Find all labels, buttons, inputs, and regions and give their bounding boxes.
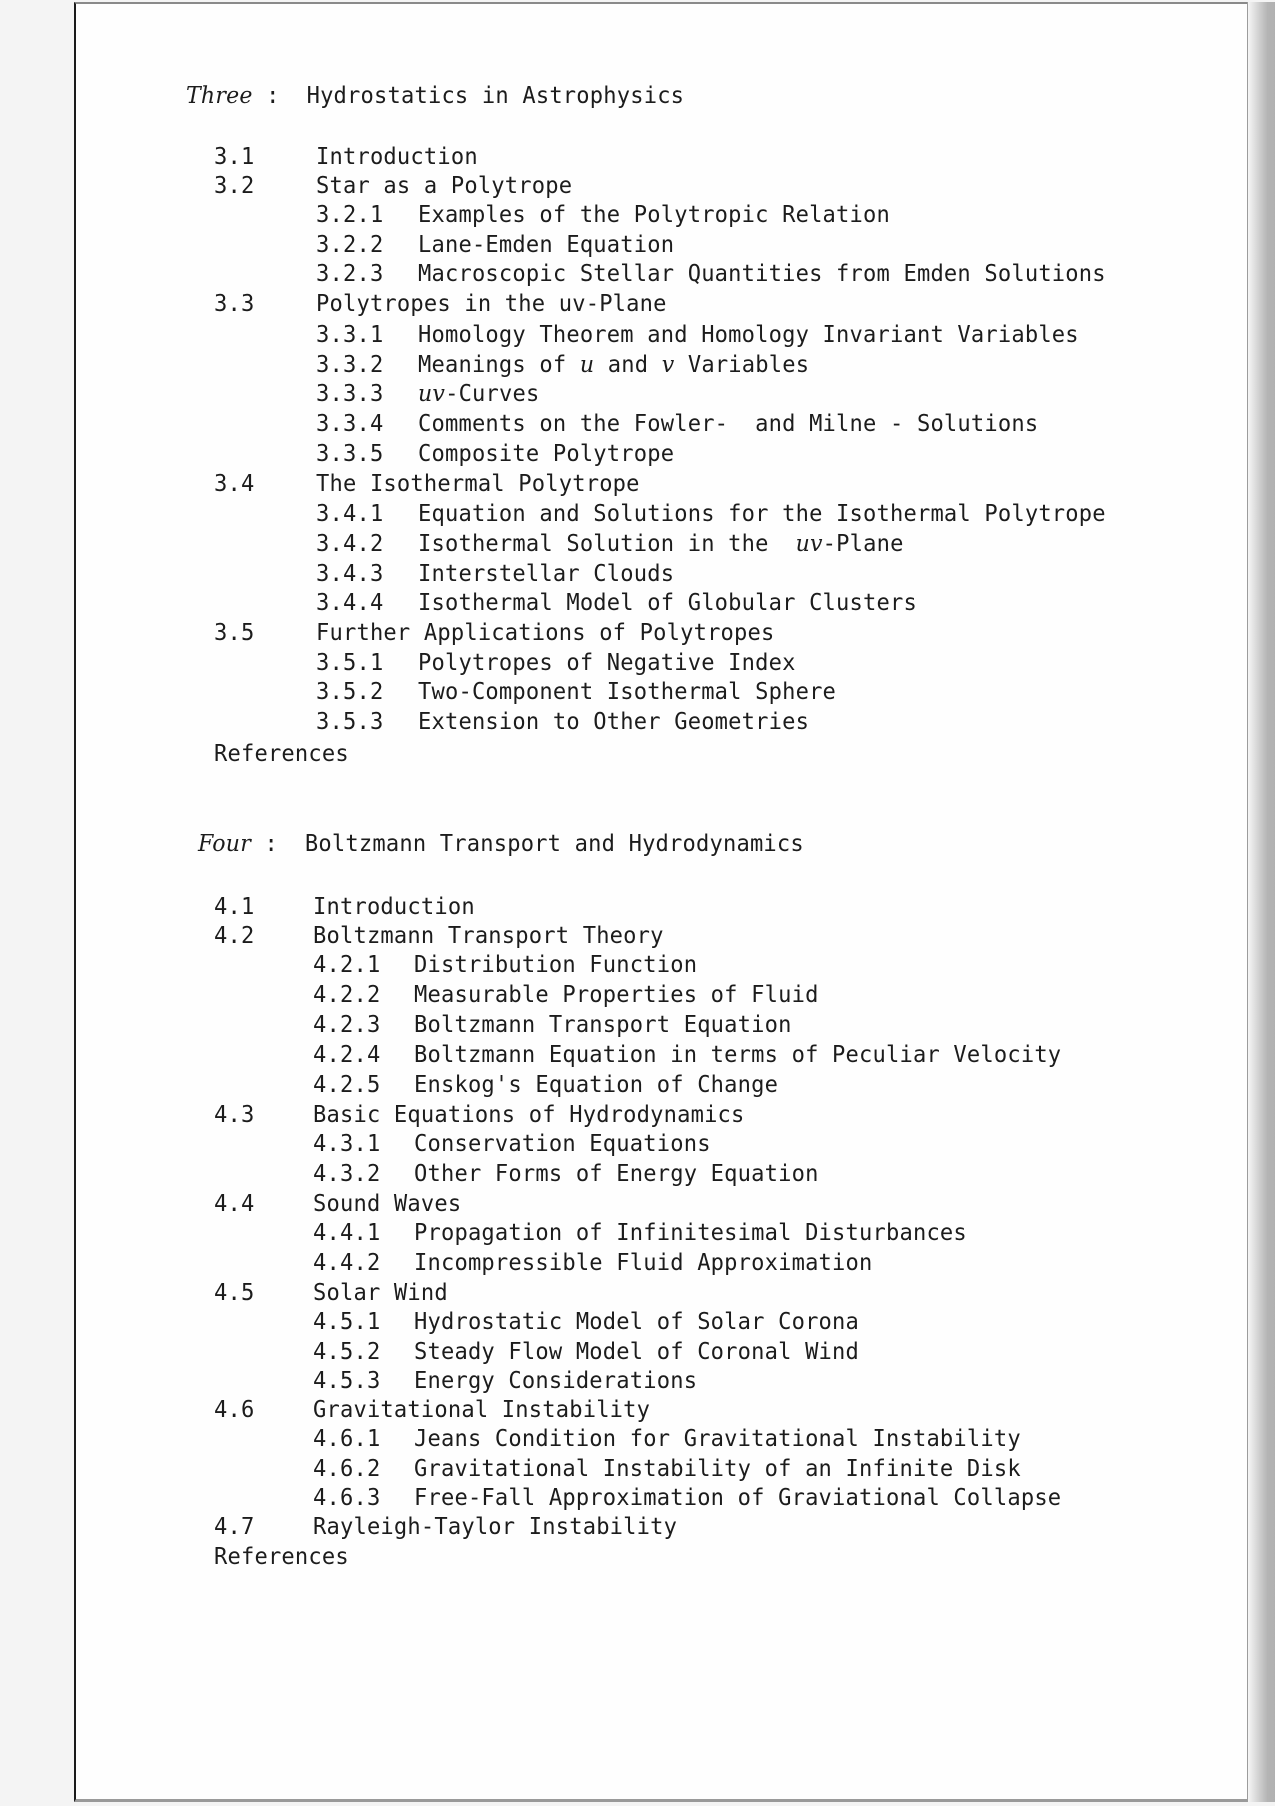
page-edge-shadow (1247, 2, 1275, 1802)
toc-subsection-number: 3.4.3 (316, 561, 384, 587)
toc-section-number: 3.1 (214, 144, 255, 170)
toc-subsection-title: Distribution Function (414, 952, 698, 978)
toc-subsection-number: 4.2.2 (313, 982, 381, 1008)
toc-subsection-number: 4.3.2 (313, 1161, 381, 1187)
toc-references: References (214, 741, 349, 767)
toc-subsection-title: Boltzmann Equation in terms of Peculiar Velocity (414, 1042, 1062, 1068)
toc-subsection-number: 3.4.1 (316, 501, 384, 527)
toc-section-number: 3.5 (214, 620, 255, 646)
toc-section-title: Introduction (313, 894, 475, 920)
toc-subsection-number: 3.3.1 (316, 322, 384, 348)
toc-subsection-number: 3.3.3 (316, 381, 384, 407)
toc-subsection-title: Meanings of u and v Variables (418, 352, 810, 378)
toc-subsection-number: 4.2.3 (313, 1012, 381, 1038)
toc-subsection-number: 3.3.4 (316, 411, 384, 437)
toc-subsection-number: 4.6.2 (313, 1456, 381, 1482)
toc-subsection-title: Jeans Condition for Gravitational Instability (414, 1426, 1021, 1452)
chapter-title: Boltzmann Transport and Hydrodynamics (304, 831, 804, 857)
toc-subsection-number: 3.3.2 (316, 352, 384, 378)
toc-subsection-title: Lane-Emden Equation (418, 232, 675, 258)
toc-section-number: 4.6 (214, 1397, 255, 1423)
toc-subsection-title: Boltzmann Transport Equation (414, 1012, 792, 1038)
chapter-label: Four (198, 831, 251, 857)
toc-subsection-title: Polytropes of Negative Index (418, 650, 796, 676)
toc-subsection-number: 3.3.5 (316, 441, 384, 467)
toc-subsection-number: 4.2.5 (313, 1072, 381, 1098)
toc-section-title: Introduction (316, 144, 478, 170)
toc-subsection-title: Free-Fall Approximation of Graviational Collapse (414, 1485, 1062, 1511)
toc-subsection-number: 3.5.2 (316, 679, 384, 705)
toc-section-title: Basic Equations of Hydrodynamics (313, 1102, 745, 1128)
toc-subsection-number: 4.4.1 (313, 1220, 381, 1246)
toc-subsection-title: Enskog's Equation of Change (414, 1072, 779, 1098)
toc-section-number: 4.1 (214, 894, 255, 920)
chapter-label: Three (186, 83, 253, 109)
toc-section-title: Gravitational Instability (313, 1397, 651, 1423)
toc-section-number: 4.2 (214, 923, 255, 949)
toc-section-title: Rayleigh-Taylor Instability (313, 1514, 678, 1540)
toc-subsection-title: Isothermal Solution in the uv-Plane (418, 531, 904, 557)
toc-subsection-title: Measurable Properties of Fluid (414, 982, 819, 1008)
toc-section-number: 4.5 (214, 1280, 255, 1306)
toc-section-number: 3.2 (214, 173, 255, 199)
toc-subsection-number: 3.4.2 (316, 531, 384, 557)
toc-subsection-title: Two-Component Isothermal Sphere (418, 679, 837, 705)
toc-subsection-title: Extension to Other Geometries (418, 709, 810, 735)
toc-section-title: Sound Waves (313, 1191, 462, 1217)
toc-subsection-title: Steady Flow Model of Coronal Wind (414, 1339, 860, 1365)
toc-subsection-number: 3.5.3 (316, 709, 384, 735)
toc-subsection-title: Examples of the Polytropic Relation (418, 202, 890, 228)
toc-subsection-title: Macroscopic Stellar Quantities from Emden Solutions (418, 261, 1106, 287)
toc-subsection-title: Comments on the Fowler- and Milne - Solutions (418, 411, 1039, 437)
toc-subsection-title: Hydrostatic Model of Solar Corona (414, 1309, 860, 1335)
toc-section-number: 4.4 (214, 1191, 255, 1217)
toc-section-number: 4.3 (214, 1102, 255, 1128)
toc-subsection-title: Conservation Equations (414, 1131, 711, 1157)
toc-section-number: 3.3 (214, 291, 255, 317)
toc-subsection-title: Energy Considerations (414, 1368, 698, 1394)
toc-subsection-number: 4.6.1 (313, 1426, 381, 1452)
toc-subsection-title: Homology Theorem and Homology Invariant Variables (418, 322, 1079, 348)
chapter-title: Hydrostatics in Astrophysics (306, 83, 685, 109)
toc-subsection-title: Other Forms of Energy Equation (414, 1161, 819, 1187)
toc-subsection-number: 3.2.2 (316, 232, 384, 258)
toc-subsection-number: 3.2.1 (316, 202, 384, 228)
toc-subsection-title: Propagation of Infinitesimal Disturbances (414, 1220, 967, 1246)
toc-subsection-title: uv-Curves (418, 381, 540, 407)
toc-subsection-number: 4.2.1 (313, 952, 381, 978)
toc-subsection-title: Incompressible Fluid Approximation (414, 1250, 873, 1276)
toc-subsection-title: Equation and Solutions for the Isothermal Polytrope (418, 501, 1106, 527)
toc-section-title: Further Applications of Polytropes (316, 620, 775, 646)
toc-subsection-number: 3.4.4 (316, 590, 384, 616)
toc-subsection-number: 4.5.3 (313, 1368, 381, 1394)
toc-subsection-number: 3.2.3 (316, 261, 384, 287)
toc-section-number: 3.4 (214, 471, 255, 497)
toc-references: References (214, 1544, 349, 1570)
toc-subsection-title: Gravitational Instability of an Infinite Disk (414, 1456, 1021, 1482)
toc-section-number: 4.7 (214, 1514, 255, 1540)
toc-section-title: Star as a Polytrope (316, 173, 573, 199)
toc-subsection-number: 4.5.1 (313, 1309, 381, 1335)
toc-subsection-number: 4.2.4 (313, 1042, 381, 1068)
toc-subsection-number: 3.5.1 (316, 650, 384, 676)
toc-section-title: Solar Wind (313, 1280, 448, 1306)
toc-subsection-number: 4.5.2 (313, 1339, 381, 1365)
toc-subsection-number: 4.3.1 (313, 1131, 381, 1157)
toc-subsection-number: 4.6.3 (313, 1485, 381, 1511)
toc-subsection-title: Composite Polytrope (418, 441, 675, 467)
toc-subsection-number: 4.4.2 (313, 1250, 381, 1276)
toc-subsection-title: Isothermal Model of Globular Clusters (418, 590, 917, 616)
chapter-heading: Three : Hydrostatics in Astrophysics (186, 83, 685, 109)
toc-section-title: Boltzmann Transport Theory (313, 923, 664, 949)
toc-subsection-title: Interstellar Clouds (418, 561, 675, 587)
toc-section-title: The Isothermal Polytrope (316, 471, 640, 497)
chapter-heading: Four : Boltzmann Transport and Hydrodynamics (198, 831, 804, 857)
toc-section-title: Polytropes in the uv-Plane (316, 291, 667, 317)
